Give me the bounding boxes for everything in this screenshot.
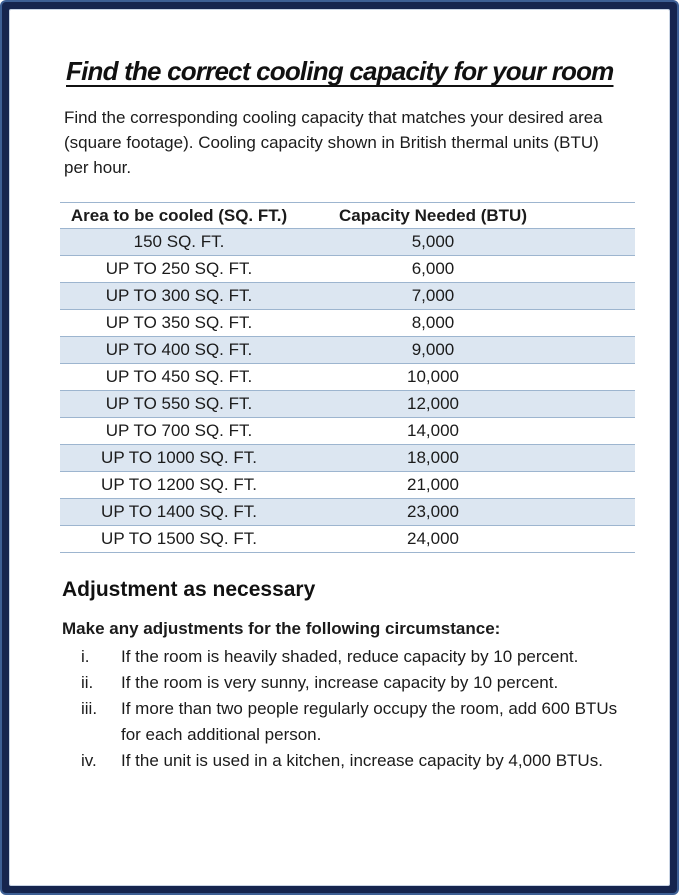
spacer-cell — [568, 391, 635, 418]
list-marker: iv. — [81, 751, 97, 770]
list-item-text: If more than two people regularly occupy the room, add 600 BTUs for each additional person. — [121, 699, 618, 744]
col-header-capacity: Capacity Needed (BTU) — [298, 203, 568, 229]
spacer-cell — [568, 364, 635, 391]
intro-paragraph: Find the corresponding cooling capacity that matches your desired area (square footage). Cooling capacity shown in British thermal units (BTU) per hour. — [64, 108, 603, 177]
table-row — [60, 256, 635, 283]
spacer-cell — [568, 418, 635, 445]
list-item — [60, 696, 645, 748]
capacity-cell: 10,000 — [407, 367, 459, 386]
area-cell: UP TO 300 SQ. FT. — [105, 286, 253, 305]
spacer-cell — [568, 310, 635, 337]
table-row — [60, 499, 635, 526]
capacity-cell: 9,000 — [411, 340, 455, 359]
table-row — [60, 391, 635, 418]
page-border-inner — [2, 2, 677, 893]
adjustments-lead: Make any adjustments for the following circumstance: — [62, 619, 501, 638]
capacity-cell: 12,000 — [407, 394, 459, 413]
table-row — [60, 526, 635, 553]
area-cell: UP TO 1000 SQ. FT. — [101, 448, 257, 467]
page-title: Find the correct cooling capacity for your room — [66, 56, 614, 86]
area-cell: UP TO 550 SQ. FT. — [105, 394, 253, 413]
table-row — [60, 418, 635, 445]
area-cell: UP TO 400 SQ. FT. — [105, 340, 253, 359]
list-marker: ii. — [81, 673, 94, 692]
section-heading-adjustment: Adjustment as necessary — [62, 578, 316, 601]
spacer-cell — [568, 337, 635, 364]
area-cell: UP TO 250 SQ. FT. — [105, 259, 253, 278]
cooling-capacity-table — [60, 202, 635, 553]
list-item-text: If the room is heavily shaded, reduce capacity by 10 percent. — [121, 647, 579, 666]
document-page — [9, 9, 670, 886]
spacer-cell — [568, 445, 635, 472]
spacer-cell — [568, 499, 635, 526]
capacity-cell: 24,000 — [407, 529, 459, 548]
list-item-text: If the unit is used in a kitchen, increase capacity by 4,000 BTUs. — [121, 751, 603, 770]
capacity-cell: 23,000 — [407, 502, 459, 521]
list-item — [60, 670, 645, 696]
spacer-cell — [568, 526, 635, 553]
adjustments-list — [60, 644, 645, 774]
spacer-cell — [568, 283, 635, 310]
table-header-row — [60, 203, 635, 229]
list-item-text: If the room is very sunny, increase capacity by 10 percent. — [121, 673, 559, 692]
capacity-cell: 21,000 — [407, 475, 459, 494]
list-marker: i. — [81, 647, 90, 666]
table-row — [60, 310, 635, 337]
col-header-spacer — [568, 203, 635, 229]
area-cell: UP TO 700 SQ. FT. — [105, 421, 253, 440]
table-row — [60, 229, 635, 256]
capacity-cell: 5,000 — [411, 232, 455, 251]
area-cell: UP TO 1400 SQ. FT. — [101, 502, 257, 521]
spacer-cell — [568, 229, 635, 256]
area-cell: UP TO 1500 SQ. FT. — [101, 529, 257, 548]
table-row — [60, 364, 635, 391]
table-row — [60, 283, 635, 310]
area-cell: UP TO 450 SQ. FT. — [105, 367, 253, 386]
list-item — [60, 748, 645, 774]
list-item — [60, 644, 645, 670]
area-cell: 150 SQ. FT. — [133, 232, 225, 251]
table-row — [60, 472, 635, 499]
area-cell: UP TO 350 SQ. FT. — [105, 313, 253, 332]
capacity-cell: 6,000 — [411, 259, 455, 278]
table-row — [60, 337, 635, 364]
capacity-cell: 18,000 — [407, 448, 459, 467]
area-cell: UP TO 1200 SQ. FT. — [101, 475, 257, 494]
col-header-area: Area to be cooled (SQ. FT.) — [60, 203, 298, 229]
capacity-cell: 7,000 — [411, 286, 455, 305]
capacity-cell: 14,000 — [407, 421, 459, 440]
spacer-cell — [568, 472, 635, 499]
list-marker: iii. — [81, 699, 98, 718]
spacer-cell — [568, 256, 635, 283]
capacity-cell: 8,000 — [411, 313, 455, 332]
table-row — [60, 445, 635, 472]
